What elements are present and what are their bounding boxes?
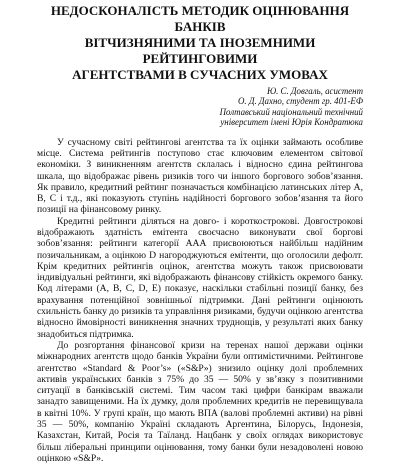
author-line: О. Д. Дахно, студент гр. 401-ЕФ — [237, 96, 363, 107]
author-line: Ю. С. Довгаль, асистент — [266, 86, 363, 96]
paragraph: У сучасному світі рейтингові агентства та їх оцінки займають особливе місце. Система рейтингів поступово стає ключовим елементом світової економіки. З виникненням агентств склалась і відносно єдина рейтингова шкала, що відображає рівень ризиків того чи іншого боргового зобов’язання. Як правило, кредитний рейтинг позначається комбінацією латинських літер A, B, C і т.д., які показують ступінь надійності боргового зобов’язання та його позиції на фінансовому ринку. — [37, 136, 363, 216]
paragraph: Кредитні рейтинги діляться на довго- і короткострокові. Довгострокові відображають здатність емітента своєчасно виконувати свої боргові зобов’язання: рейтинги категорії ААА присвоюються найбільш надійним позичальникам, а оцінкою D нагороджуються емітенти, що оголосили дефолт. Крім кредитних рейтингів оцінок, агентства можуть також присвоювати індивідуальні рейтинги, які відображають фінансову стійкість окремого банку. Код літерами (A, B, C, D, E) показує, наскільки стабільні позиції банку, без врахування потенційної зовнішньої підтримки. Дані рейтинги оцінюють схильність банку до ризиків та управління ризиками, будучи оцінкою агентства відносно ймовірності виникнення значних труднощів, у результаті яких банку знадобиться підтримка. — [37, 215, 363, 340]
title-line: АГЕНТСТВАМИ В СУЧАСНИХ УМОВАХ — [72, 67, 328, 82]
author-block — [37, 86, 363, 128]
document-body — [37, 137, 363, 464]
paper-title — [37, 3, 363, 83]
affiliation-line: Полтавський національний технічний — [219, 106, 363, 117]
affiliation-line: університет імені Юрія Кондратюка — [220, 117, 363, 128]
title-line: ВІТЧИЗНЯНИМИ ТА ІНОЗЕМНИМИ РЕЙТИНГОВИМИ — [84, 35, 316, 66]
title-line: НЕДОСКОНАЛІСТЬ МЕТОДИК ОЦІНЮВАННЯ БАНКІВ — [50, 3, 350, 34]
paragraph: До розгортання фінансової кризи на теренах нашої держави оцінки міжнародних агентств щодо банків України були оптимістичними. Рейтингове агентство «Standard & Poor’s» («S&P») знизило оцінку долі проблемних активів українських банків з 75% до 35 — 50% у зв’язку з позитивними ситуації в банківській системі. Тим часом такі цифри банкірам вважали занадто завищеними. На їх думку, доля проблемних кредитів не перевищувала в квітні 10%. У групі країн, що мають ВПА (валові проблемні активи) на рівні 35 — 50%, компанію Україні складають Аргентина, Білорусь, Індонезія, Казахстан, Китай, Росія та Таїланд. Нацбанк у своїх оглядах використовує більш ліберальні принципи оцінювання, тому банки були незадоволені новою оцінкою «S&P». — [37, 339, 363, 464]
